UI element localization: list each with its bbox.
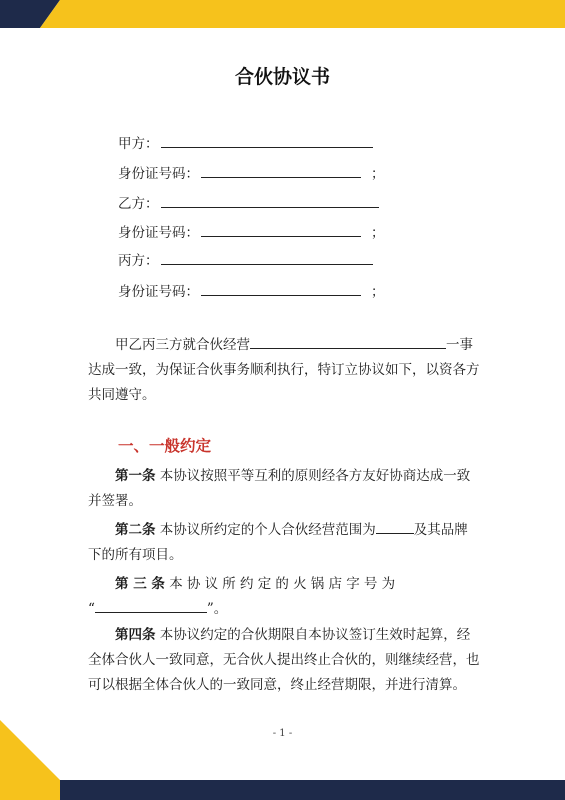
- article-4: [88, 623, 480, 698]
- article-2: [88, 518, 480, 568]
- party-b-id-label: 身份证号码：: [118, 225, 199, 241]
- semicolon: ；: [371, 284, 385, 300]
- party-a-label: 甲方：: [118, 136, 159, 152]
- section-heading: 一、一般约定: [118, 437, 212, 455]
- document-title: 合伙协议书: [234, 66, 330, 88]
- semicolon: ；: [371, 225, 385, 241]
- party-a-blank: [161, 133, 373, 148]
- party-c-row: [118, 250, 373, 272]
- party-b-id-blank: [201, 222, 361, 237]
- intro-paragraph: [88, 333, 480, 408]
- article-text-before: 本协议所约定的个人合伙经营范围为: [159, 522, 376, 538]
- intro-text-before: 甲乙丙三方就合伙经营: [115, 337, 250, 353]
- party-a-id-blank: [201, 163, 361, 178]
- party-c-id-row: [118, 281, 385, 303]
- semicolon: ；: [371, 166, 385, 182]
- party-c-label: 丙方：: [118, 253, 159, 269]
- party-c-id-blank: [201, 281, 361, 296]
- business-blank: [250, 334, 446, 349]
- footer-decoration: [0, 720, 565, 800]
- page-number: - 1 -: [272, 728, 293, 739]
- article-text-before: 本协议所约定的火锅店字号为: [169, 576, 400, 592]
- header-decoration: [0, 0, 565, 28]
- party-b-id-row: [118, 222, 385, 244]
- article-label: 第 三 条: [115, 576, 165, 592]
- article-text: 本协议按照平等互利的原则经各方友好协商达成一致并签署。: [88, 468, 471, 509]
- article-label: 第一条: [115, 468, 156, 484]
- article-1: [88, 464, 480, 514]
- party-b-blank: [161, 193, 379, 208]
- party-a-id-row: [118, 163, 385, 185]
- scope-blank: [376, 519, 414, 534]
- article-label: 第四条: [115, 627, 156, 643]
- quote-close: ”。: [206, 601, 228, 617]
- quote-open: “: [88, 601, 95, 617]
- article-3: [88, 572, 480, 622]
- party-b-row: [118, 193, 379, 215]
- party-b-label: 乙方：: [118, 196, 159, 212]
- party-a-id-label: 身份证号码：: [118, 166, 199, 182]
- article-text-after: 及其品牌下的所有项目。: [88, 522, 468, 563]
- article-label: 第二条: [115, 522, 156, 538]
- party-a-row: [118, 133, 373, 155]
- article-text: 本协议约定的合伙期限自本协议签订生效时起算，经全体合伙人一致同意，无合伙人提出终止合伙的，则继续经营，也可以根据全体合伙人的一致同意，终止经营期限，并进行清算。: [88, 627, 480, 693]
- shop-name-blank: [95, 598, 207, 613]
- party-c-id-label: 身份证号码：: [118, 284, 199, 300]
- intro-text-after: 一事达成一致，为保证合伙事务顺利执行，特订立协议如下，以资各方共同遵守。: [88, 337, 480, 403]
- party-c-blank: [161, 250, 373, 265]
